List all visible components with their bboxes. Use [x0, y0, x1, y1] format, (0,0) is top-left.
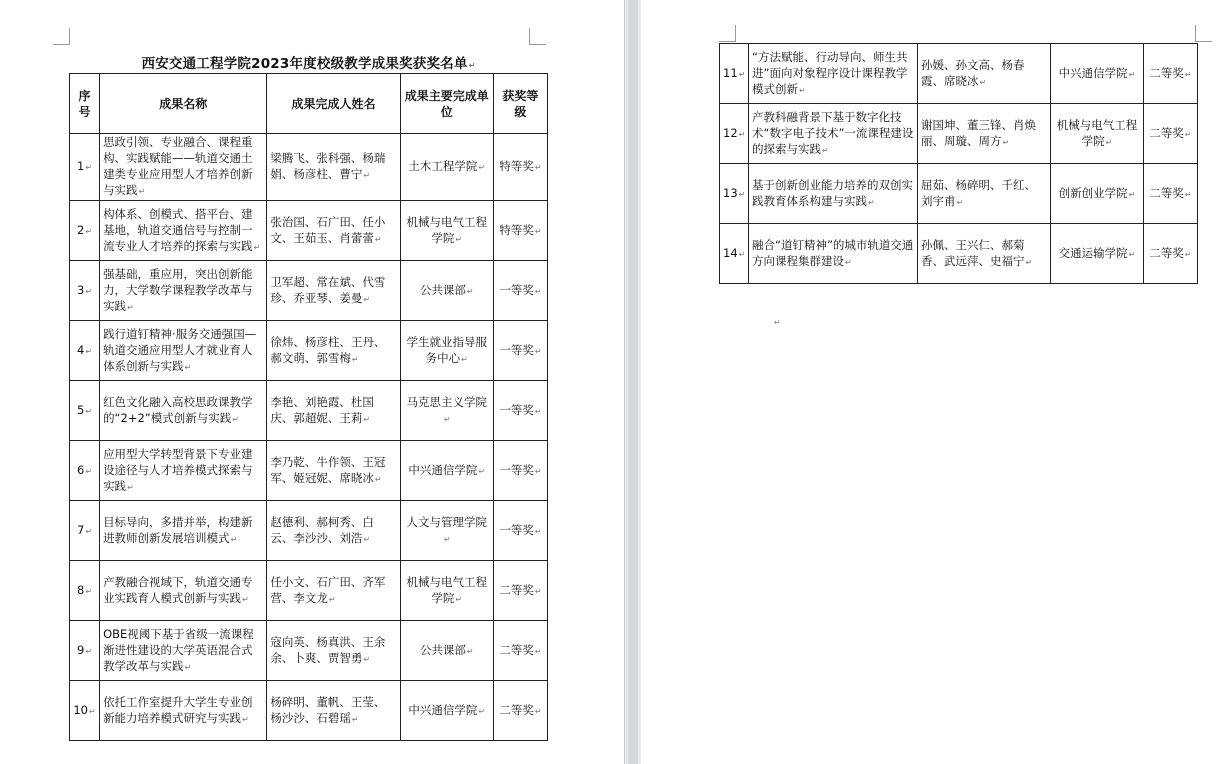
table-row	[70, 621, 548, 681]
row-members-cell: 谢国坤、董三锋、肖焕丽、周璇、周方↵	[918, 104, 1051, 164]
header-seq: 序号	[70, 74, 100, 134]
row-name-cell: 践行道钉精神·服务交通强国—轨道交通应用型人才就业育人体系创新与实践↵	[100, 321, 267, 381]
row-seq-cell: 10↵	[70, 681, 100, 741]
header-members: 成果完成人姓名	[267, 74, 400, 134]
row-unit-cell: 土木工程学院↵	[400, 134, 493, 201]
row-seq-cell: 12↵	[720, 104, 749, 164]
page-gap	[624, 0, 642, 764]
row-members-cell: 徐炜、杨彦柱、王丹、郝文萌、郭雪梅↵	[267, 321, 400, 381]
table-row	[720, 164, 1198, 224]
table-row	[720, 44, 1198, 104]
row-members-cell: 李乃乾、牛作领、王冠军、姬冠妮、席晓冰↵	[267, 441, 400, 501]
row-seq-cell: 5↵	[70, 381, 100, 441]
row-unit-cell: 交通运输学院↵	[1051, 224, 1144, 284]
row-level-cell: 二等奖↵	[493, 561, 547, 621]
row-level-cell: 二等奖↵	[1144, 44, 1198, 104]
row-level-cell: 特等奖↵	[493, 201, 547, 261]
table-row	[70, 501, 548, 561]
row-unit-cell: 马克思主义学院↵	[400, 381, 493, 441]
row-name-cell: 强基础，重应用，突出创新能力，大学数学课程教学改革与实践↵	[100, 261, 267, 321]
row-name-cell: 红色文化融入高校思政课教学的“2+2”模式创新与实践↵	[100, 381, 267, 441]
row-level-cell: 一等奖↵	[493, 381, 547, 441]
crop-mark	[53, 28, 70, 45]
row-level-cell: 一等奖↵	[493, 501, 547, 561]
row-unit-cell: 中兴通信学院↵	[1051, 44, 1144, 104]
row-name-cell: 构体系、创模式、搭平台、建基地，轨道交通信号与控制一流专业人才培养的探索与实践↵	[100, 201, 267, 261]
row-name-cell: OBE视阈下基于省级一流课程渐进性建设的大学英语混合式教学改革与实践↵	[100, 621, 267, 681]
row-seq-cell: 14↵	[720, 224, 749, 284]
row-seq-cell: 3↵	[70, 261, 100, 321]
row-unit-cell: 人文与管理学院↵	[400, 501, 493, 561]
row-name-cell: 融合“道钉精神”的城市轨道交通方向课程集群建设↵	[749, 224, 918, 284]
award-table-part-1	[69, 73, 548, 741]
row-name-cell: 产教科融背景下基于数字化技术“数字电子技术”一流课程建设的探索与实践↵	[749, 104, 918, 164]
row-level-cell: 二等奖↵	[1144, 224, 1198, 284]
row-level-cell: 特等奖↵	[493, 134, 547, 201]
award-table-part-2	[719, 43, 1198, 284]
table-row	[720, 104, 1198, 164]
table-row	[70, 261, 548, 321]
crop-mark	[1195, 25, 1212, 42]
row-seq-cell: 4↵	[70, 321, 100, 381]
header-level: 获奖等级	[493, 74, 547, 134]
row-members-cell: 杨碎明、董帆、王莹、杨沙沙、石碧瑶↵	[267, 681, 400, 741]
row-seq-cell: 6↵	[70, 441, 100, 501]
row-unit-cell: 创新创业学院↵	[1051, 164, 1144, 224]
page-title: 西安交通工程学院2023年度校级教学成果奖获奖名单↵	[141, 56, 476, 72]
row-level-cell: 二等奖↵	[493, 621, 547, 681]
row-unit-cell: 机械与电气工程学院↵	[400, 561, 493, 621]
row-members-cell: 梁腾飞、张科强、杨瑞娟、杨彦柱、曹宁↵	[267, 134, 400, 201]
row-level-cell: 一等奖↵	[493, 441, 547, 501]
row-seq-cell: 2↵	[70, 201, 100, 261]
row-name-cell: 思政引领、专业融合、课程重构、实践赋能——轨道交通土建类专业应用型人才培养创新与实践↵	[100, 134, 267, 201]
row-name-cell: 应用型大学转型背景下专业建设途径与人才培养模式探索与实践↵	[100, 441, 267, 501]
row-level-cell: 一等奖↵	[493, 321, 547, 381]
row-seq-cell: 1↵	[70, 134, 100, 201]
row-members-cell: 张治国、石广田、任小文、王茹玉、肖蕾蕾↵	[267, 201, 400, 261]
table-header-row	[70, 74, 548, 134]
row-name-cell: 目标导向，多措并举，构建新进教师创新发展培训模式↵	[100, 501, 267, 561]
row-unit-cell: 公共课部↵	[400, 621, 493, 681]
table-row	[70, 681, 548, 741]
table-row	[70, 441, 548, 501]
row-members-cell: 赵德利、郝柯秀、白云、李沙沙、刘浩↵	[267, 501, 400, 561]
row-level-cell: 二等奖↵	[1144, 104, 1198, 164]
row-members-cell: 李艳、刘艳霞、杜国庆、郭超妮、王莉↵	[267, 381, 400, 441]
row-unit-cell: 中兴通信学院↵	[400, 441, 493, 501]
row-seq-cell: 13↵	[720, 164, 749, 224]
row-level-cell: 二等奖↵	[493, 681, 547, 741]
row-name-cell: 产教融合视域下，轨道交通专业实践育人模式创新与实践↵	[100, 561, 267, 621]
row-seq-cell: 8↵	[70, 561, 100, 621]
row-name-cell: 基于创新创业能力培养的双创实践教育体系构建与实践↵	[749, 164, 918, 224]
row-members-cell: 孙媛、孙文高、杨春霞、席晓冰↵	[918, 44, 1051, 104]
table-row	[70, 134, 548, 201]
header-name: 成果名称	[100, 74, 267, 134]
row-name-cell: “方法赋能、行动导向、师生共进”面向对象程序设计课程教学模式创新↵	[749, 44, 918, 104]
document-page-right	[641, 0, 1222, 764]
row-unit-cell: 学生就业指导服务中心↵	[400, 321, 493, 381]
table-row	[70, 321, 548, 381]
table-row	[70, 381, 548, 441]
row-members-cell: 屈茹、杨碎明、千红、刘宇甫↵	[918, 164, 1051, 224]
row-members-cell: 寇向英、杨真洪、王余余、卜爽、贾智勇↵	[267, 621, 400, 681]
row-level-cell: 一等奖↵	[493, 261, 547, 321]
row-unit-cell: 中兴通信学院↵	[400, 681, 493, 741]
paragraph-mark: ↵	[774, 318, 781, 327]
row-unit-cell: 机械与电气工程学院↵	[400, 201, 493, 261]
row-name-cell: 依托工作室提升大学生专业创新能力培养模式研究与实践↵	[100, 681, 267, 741]
crop-mark	[719, 25, 736, 42]
row-level-cell: 二等奖↵	[1144, 164, 1198, 224]
row-seq-cell: 11↵	[720, 44, 749, 104]
row-unit-cell: 机械与电气工程学院↵	[1051, 104, 1144, 164]
row-members-cell: 卫军超、常在斌、代雪珍、乔亚琴、姜曼↵	[267, 261, 400, 321]
table-row	[720, 224, 1198, 284]
row-members-cell: 孙佩、王兴仁、郝菊香、武远萍、史福宁↵	[918, 224, 1051, 284]
row-unit-cell: 公共课部↵	[400, 261, 493, 321]
row-seq-cell: 9↵	[70, 621, 100, 681]
header-unit: 成果主要完成单位	[400, 74, 493, 134]
table-row	[70, 201, 548, 261]
crop-mark	[529, 28, 546, 45]
row-members-cell: 任小文、石广田、齐军营、李文龙↵	[267, 561, 400, 621]
table-row	[70, 561, 548, 621]
row-seq-cell: 7↵	[70, 501, 100, 561]
